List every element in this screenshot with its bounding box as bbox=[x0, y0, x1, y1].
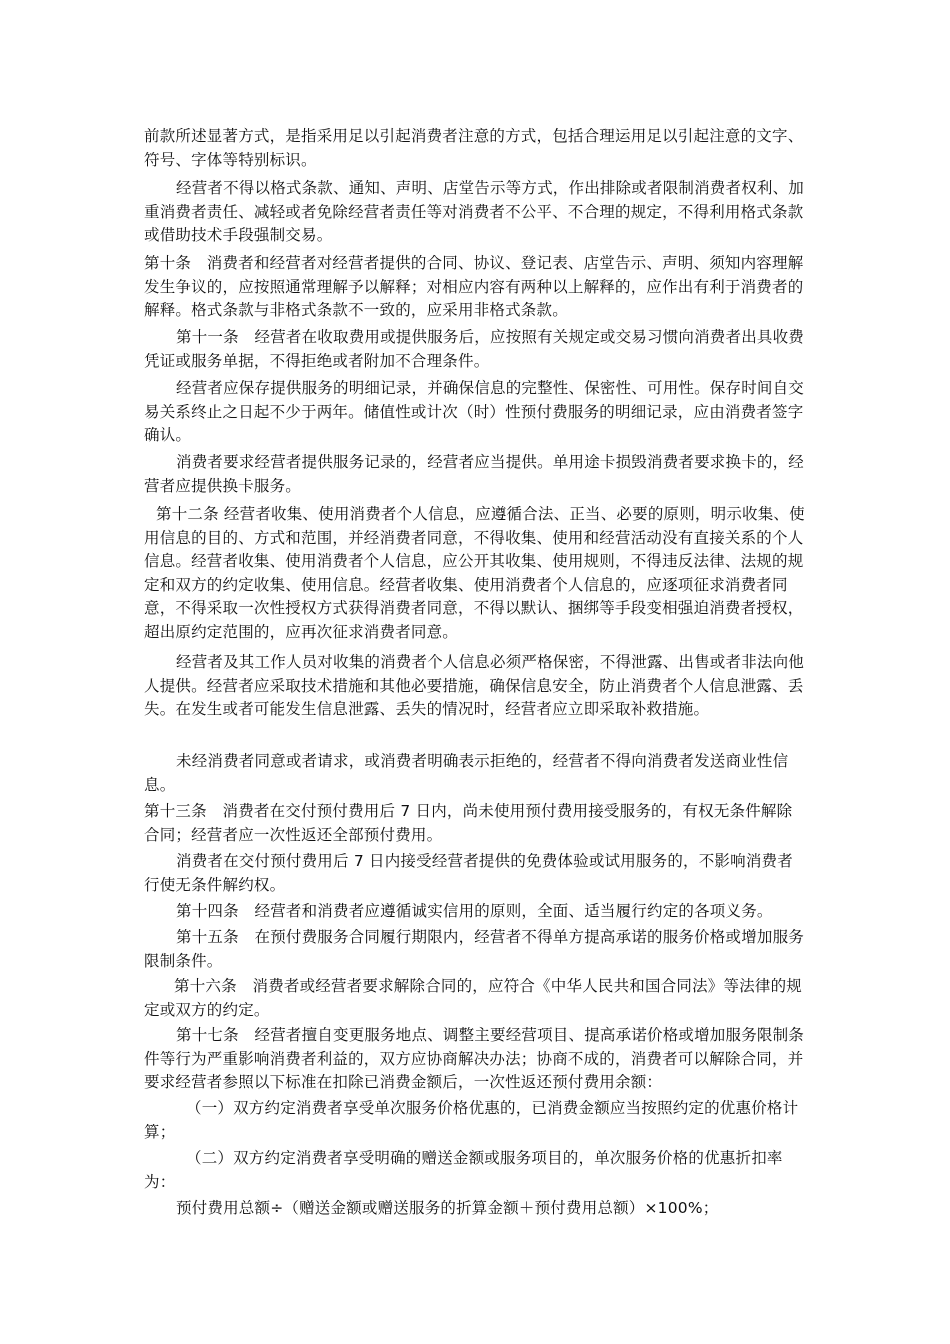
paragraph-display-method: 前款所述显著方式，是指采用足以引起消费者注意的方式，包括合理运用足以引起注意的文字、符号、字体等特别标识。 bbox=[144, 127, 804, 169]
article-14: 第十四条 经营者和消费者应遵循诚实信用的原则，全面、适当履行约定的各项义务。 bbox=[176, 902, 773, 920]
paragraph-record-request: 消费者要求经营者提供服务记录的，经营者应当提供。单用途卡损毁消费者要求换卡的，经营者应提供换卡服务。 bbox=[144, 453, 805, 495]
item-1: （一）双方约定消费者享受单次服务价格优惠的，已消费金额应当按照约定的优惠价格计算； bbox=[144, 1099, 799, 1141]
article-15: 第十五条 在预付费服务合同履行期限内，经营者不得单方提高承诺的服务价格或增加服务限制条件。 bbox=[144, 928, 805, 970]
paragraph-commercial-info: 未经消费者同意或者请求，或消费者明确表示拒绝的，经营者不得向消费者发送商业性信息。 bbox=[144, 752, 789, 794]
paragraph-confidentiality: 经营者及其工作人员对收集的消费者个人信息必须严格保密，不得泄露、出售或者非法向他人提供。经营者应采取技术措施和其他必要措施，确保信息安全，防止消费者个人信息泄露、丢失。在发生或者可能发生信息泄露、丢失的情况时，经营者应立即采取补救措施。 bbox=[144, 653, 805, 718]
paragraph-format-clause-restriction: 经营者不得以格式条款、通知、声明、店堂告示等方式，作出排除或者限制消费者权利、加重消费者责任、减轻或者免除经营者责任等对消费者不公平、不合理的规定，不得利用格式条款或借助技术手段强制交易。 bbox=[144, 179, 805, 244]
article-16: 第十六条 消费者或经营者要求解除合同的，应符合《中华人民共和国合同法》等法律的规定或双方的约定。 bbox=[144, 977, 803, 1019]
article-11: 第十一条 经营者在收取费用或提供服务后，应按照有关规定或交易习惯向消费者出具收费凭证或服务单据，不得拒绝或者附加不合理条件。 bbox=[144, 328, 805, 370]
article-12: 第十二条 经营者收集、使用消费者个人信息，应遵循合法、正当、必要的原则，明示收集、使用信息的目的、方式和范围，并经消费者同意，不得收集、使用和经营活动没有直接关系的个人信息。经营者收集、使用消费者个人信息，应公开其收集、使用规则，不得违反法律、法规的规定和双方的约定收集、使用信息。经营者收集、使用消费者个人信息的，应逐项征求消费者同意，不得采取一次性授权方式获得消费者同意，不得以默认、捆绑等手段变相强迫消费者授权，超出原约定范围的，应再次征求消费者同意。 bbox=[144, 505, 805, 641]
article-10: 第十条 消费者和经营者对经营者提供的合同、协议、登记表、店堂告示、声明、须知内容理解发生争议的，应按照通常理解予以解释；对相应内容有两种以上解释的，应作出有利于消费者的解释。格式条款与非格式条款不一致的，应采用非格式条款。 bbox=[144, 254, 804, 319]
discount-formula: 预付费用总额÷（赠送金额或赠送服务的折算金额＋预付费用总额）×100%； bbox=[176, 1199, 719, 1217]
item-2: （二）双方约定消费者享受明确的赠送金额或服务项目的，单次服务价格的优惠折扣率为： bbox=[144, 1149, 783, 1191]
paragraph-free-trial: 消费者在交付预付费用后 7 日内接受经营者提供的免费体验或试用服务的，不影响消费者行使无条件解约权。 bbox=[144, 852, 793, 894]
article-17: 第十七条 经营者擅自变更服务地点、调整主要经营项目、提高承诺价格或增加服务限制条件等行为严重影响消费者利益的，双方应协商解决办法；协商不成的，消费者可以解除合同，并要求经营者参照以下标准在扣除已消费金额后，一次性返还预付费用余额： bbox=[144, 1026, 805, 1091]
paragraph-service-records: 经营者应保存提供服务的明细记录，并确保信息的完整性、保密性、可用性。保存时间自交易关系终止之日起不少于两年。储值性或计次（时）性预付费服务的明细记录，应由消费者签字确认。 bbox=[144, 379, 805, 444]
article-13: 第十三条 消费者在交付预付费用后 7 日内，尚未使用预付费用接受服务的，有权无条件解除合同；经营者应一次性返还全部预付费用。 bbox=[144, 802, 793, 844]
